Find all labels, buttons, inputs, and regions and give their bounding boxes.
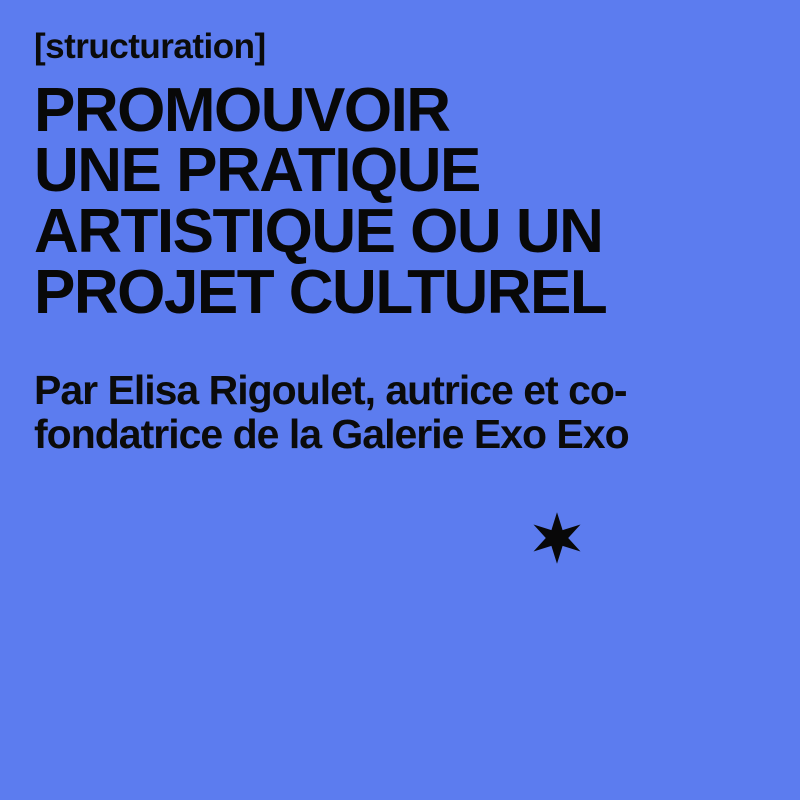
page-title — [34, 75, 766, 327]
headline-line-2: UNE PRATIQUE — [34, 136, 480, 206]
category-label: [structuration] — [34, 27, 266, 66]
star-icon — [527, 508, 587, 568]
headline-line-1: PROMOUVOIR — [34, 75, 450, 145]
headline-line-3: ARTISTIQUE OU UN — [34, 197, 603, 266]
headline-line-4: PROJET CULTUREL — [34, 257, 607, 327]
byline-text: Par Elisa Rigoulet, autrice et co-fondatrice de la Galerie Exo Exo — [34, 366, 629, 457]
